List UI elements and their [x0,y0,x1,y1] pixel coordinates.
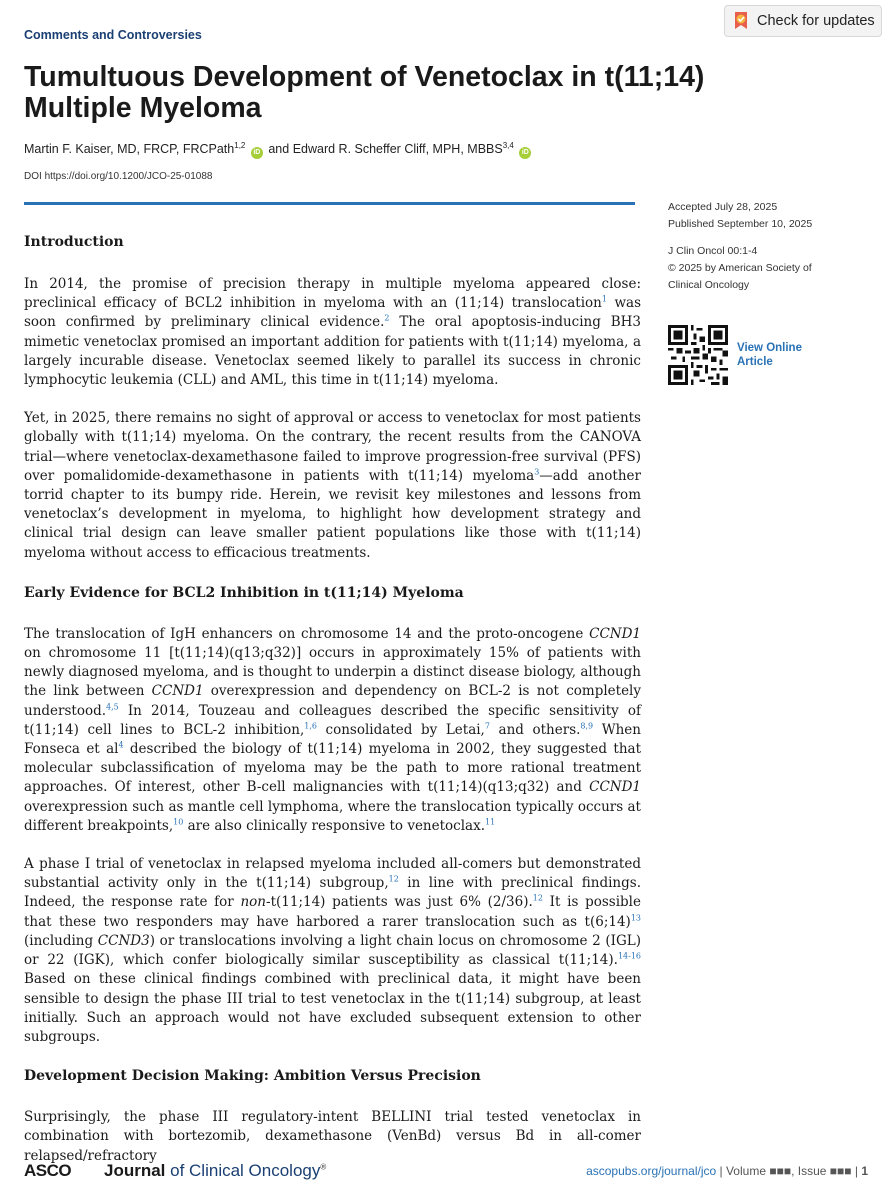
view-online-article-link[interactable]: View Online Article [737,342,802,368]
orcid-icon[interactable]: iD [251,147,263,159]
reference-link[interactable]: 4 [118,740,124,750]
orcid-icon[interactable]: iD [519,147,531,159]
article-title: Tumultuous Development of Venetoclax in t(11;14) Multiple Myeloma [24,61,705,124]
reference-link[interactable]: 8,9 [580,721,594,731]
accepted-date: Accepted July 28, 2025 [668,201,778,213]
journal-url-link[interactable]: ascopubs.org/journal/jco [586,1164,717,1178]
journal-logo: Journal of Clinical Oncology® [104,1161,327,1180]
check-for-updates-label: Check for updates [757,13,875,29]
volume-issue: Volume ■■■, Issue ■■■ [725,1164,852,1178]
section-heading: Development Decision Making: Ambition Versus Precision [24,1068,481,1085]
qr-code-icon[interactable] [668,325,728,385]
copyright: © 2025 by American Society of Clinical Oncology [668,262,812,291]
page-number: 1 [861,1164,868,1178]
paragraph: The translocation of IgH enhancers on chromosome 14 and the proto-oncogene CCND1 on chromosome 11 [t(11;14)(q13;q32)] occurs in approximately 15% of patients with newly diagnosed myeloma, and is thought to underpin a distinct disease biology, although the link between CCND1 overexpression and dependency on BCL-2 is not completely understood.$^{4,5}$ In 2014, Touzeau and colleagues described the specific sensitivity of t(11;14) cell lines to BCL-2 inhibition,$^{1,6}$ consolidated by Letai,$^7$ and others.$^{8,9}$ When Fonseca et $al^4$ described the biology of t(11;14) myeloma in 2002, they suggested that molecular subclassification of myeloma may be the path to more rational treatment approaches. Of interest, other B-cell malignancies with t(11;14)(q13;q32) and CCND1 overexpression such as mantle cell lymphoma, where the translocation typically occurs at different breakpoints,$^{10}$ are also clinically responsive to venetoclax.$^{11}$ [24,625,641,834]
doi-label: DOI [24,171,42,182]
crossmark-icon [733,11,749,31]
reference-link[interactable]: 11 [485,817,496,827]
section-heading: Early Evidence for BCL2 Inhibition in t(11;14) Myeloma [24,584,464,601]
author-name[interactable]: Edward R. Scheffer Cliff, MPH, MBBS [292,142,503,157]
section-label: Comments and Controversies [24,28,202,42]
article-info-sidebar [668,199,848,294]
section-heading: Introduction [24,234,124,250]
author-conjunction: and [268,142,293,157]
asco-logo: ASCO [24,1161,72,1180]
paragraph: In 2014, the promise of precision therapy in multiple myeloma appeared close: preclinical efficacy of BCL2 inhibition in myeloma with an (11;14) translocation$^1$ was soon confirmed by preliminary clinical evidence.$^2$ The oral apoptosis-inducing BH3 mimetic venetoclax promised an important addition for patients with t(11;14) myeloma, a largely incurable disease. Venetoclax seemed likely to parallel its success in chronic lymphocytic leukemia (CLL) and AML, this time in t(11;14) myeloma. [24,276,641,389]
reference-link[interactable]: 10 [173,817,184,827]
header-divider [24,202,635,205]
reference-link[interactable]: 4,5 [106,702,119,712]
reference-link[interactable]: 2 [384,313,390,323]
author-line [24,141,533,159]
author-affiliation: 3,4 [502,141,514,150]
paragraph: Surprisingly, the phase III regulatory-intent BELLINI trial tested venetoclax in combination with bortezomib, dexamethasone (VenBd) versus Bd in all-comer relapsed/refractory [24,1109,641,1164]
reference-link[interactable]: 3 [534,467,540,477]
reference-link[interactable]: 14-16 [617,951,641,961]
reference-link[interactable]: 1,6 [304,721,317,731]
published-date: Published September 10, 2025 [668,218,813,230]
reference-link[interactable]: 1 [601,294,607,304]
paragraph: A phase I trial of venetoclax in relapsed myeloma included all-comers but demonstrated substantial activity only in the t(11;14) subgroup,$^{12}$ in line with preclinical findings. Indeed, the response rate for non-t(11;14) patients was just 6% (2/36).$^{12}$ It is possible that these two responders may have harbored a rarer translocation such as t(6;14)$^{13}$ (including CCND3) or translocations involving a light chain locus on chromosome 2 (IGL) or 22 (IGK), which confer biologically similar susceptibility as classical t(11;14).$^{14-16}$ Based on these clinical findings combined with preclinical data, it might have been sensible to design the phase III trial to test venetoclax in the t(11;14) subgroup, at least initially. Such an approach would not have excluded subsequent extension to other subgroups. [24,856,641,1045]
page-footer [24,1161,868,1185]
article-body [24,232,641,1166]
author-name[interactable]: Martin F. Kaiser, MD, FRCP, FRCPath [24,142,235,157]
reference-link[interactable]: 13 [630,913,641,923]
doi-link[interactable]: https://doi.org/10.1200/JCO-25-01088 [44,171,213,182]
footer-citation: ascopubs.org/journal/jco | Volume ■■■, Issue ■■■ | 1 [586,1164,868,1178]
reference-link[interactable]: 12 [388,874,399,884]
paragraph: Yet, in 2025, there remains no sight of approval or access to venetoclax for most patients globally with t(11;14) myeloma. On the contrary, the recent results from the CANOVA trial—where venetoclax-dexamethasone failed to improve progression-free survival (PFS) over pomalidomide-dexamethasone in patients with t(11;14) myeloma$^3$—add another torrid chapter to its bumpy ride. Herein, we revisit key milestones and lessons from venetoclax’s development in myeloma, to highlight how development strategy and clinical trial design can leave smaller patient populations like those with t(11;14) myeloma without access to efficacious treatments. [24,410,641,561]
reference-link[interactable]: 7 [484,721,490,731]
check-for-updates-button[interactable] [724,5,882,37]
reference-link[interactable]: 12 [532,893,543,903]
doi-line [24,171,212,182]
author-affiliation: 1,2 [234,141,246,150]
citation: J Clin Oncol 00:1-4 [668,245,758,257]
